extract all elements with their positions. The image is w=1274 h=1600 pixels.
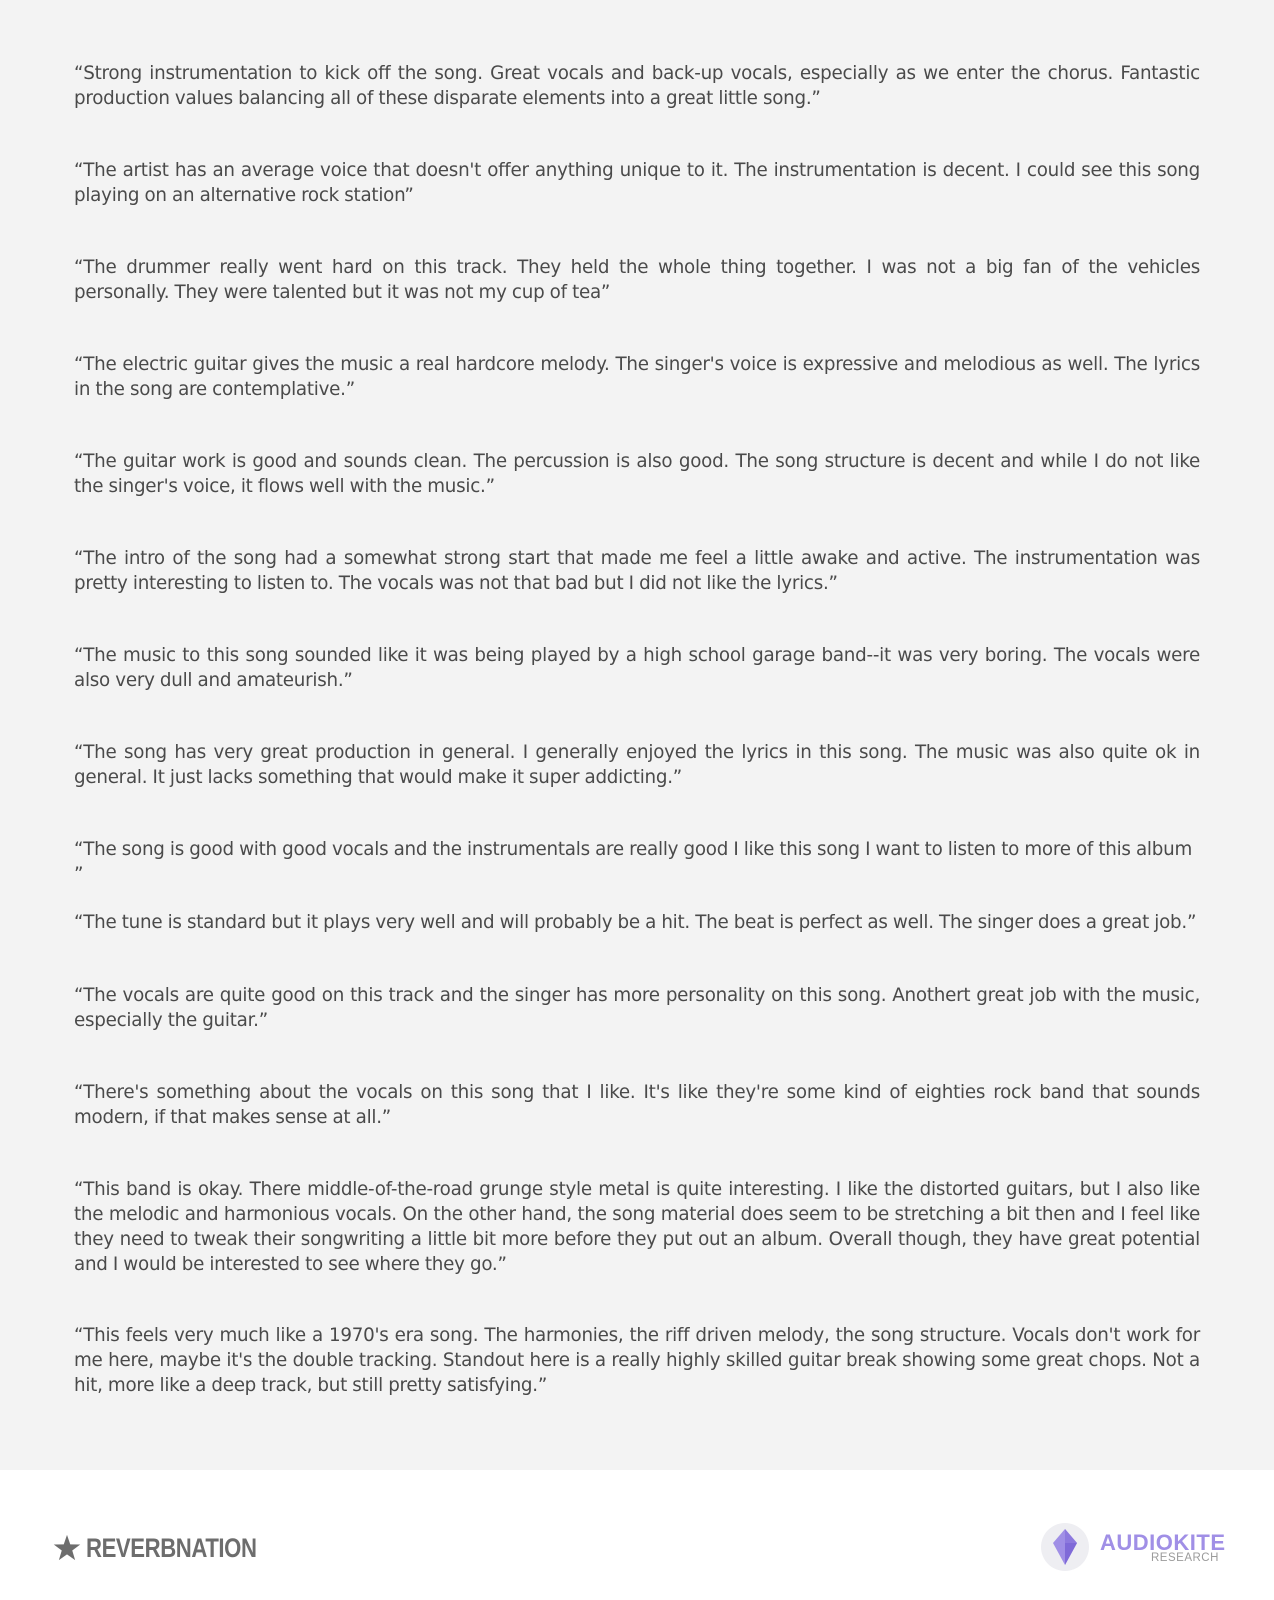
review-quote: “The drummer really went hard on this track. They held the whole thing together. I was not a big fan of the vehicles personally. They were talented but it was not my cup of tea” [74, 257, 1200, 303]
reverbnation-logo [52, 1530, 294, 1566]
review-quote: “The intro of the song had a somewhat strong start that made me feel a little awake and active. The instrumentation was pretty interesting to listen to. The vocals was not that bad but I did not like the lyrics.” [74, 548, 1200, 594]
review-quote: “The guitar work is good and sounds clean. The percussion is also good. The song structure is decent and while I do not like the singer's voice, it flows well with the music.” [74, 451, 1200, 497]
audiokite-logo-name: AUDIOKITE [1100, 1530, 1226, 1555]
audiokite-gem-icon [1040, 1522, 1090, 1572]
review-quote: “The song has very great production in general. I generally enjoyed the lyrics in this song. The music was also quite ok in general. It just lacks something that would make it super addicting.” [74, 742, 1200, 788]
review-quote: “This band is okay. There middle-of-the-road grunge style metal is quite interesting. I like the distorted guitars, but I also like the melodic and harmonious vocals. On the other hand, the song material does seem to be stretching a bit then and I feel like they need to tweak their songwriting a little bit more before they put out an album. Overall though, they have great potential and I would be interested to see where they go.” [74, 1179, 1200, 1275]
review-quote: “The tune is standard but it plays very well and will probably be a hit. The beat is perfect as well. The singer does a great job.” [74, 912, 1197, 933]
star-icon [52, 1533, 82, 1563]
review-quote: “The artist has an average voice that doesn't offer anything unique to it. The instrumentation is decent. I could see this song playing on an alternative rock station” [74, 160, 1200, 206]
review-quote: “Strong instrumentation to kick off the song. Great vocals and back-up vocals, especially as we enter the chorus. Fantastic production values balancing all of these disparate elements into a great little song.” [74, 63, 1200, 109]
audiokite-logo-subtitle: RESEARCH [1151, 1552, 1219, 1564]
review-quote: “There's something about the vocals on this song that I like. It's like they're some kind of eighties rock band that sounds modern, if that makes sense at all.” [74, 1082, 1200, 1128]
reverbnation-logo-text: REVERBNATION [86, 1532, 257, 1563]
review-quote: “The music to this song sounded like it was being played by a high school garage band--it was very boring. The vocals were also very dull and amateurish.” [74, 645, 1200, 691]
review-quote: “The electric guitar gives the music a real hardcore melody. The singer's voice is expressive and melodious as well. The lyrics in the song are contemplative.” [74, 354, 1200, 400]
review-quote: “The song is good with good vocals and the instrumentals are really good I like this song I want to listen to more of this album ” [74, 839, 1193, 885]
review-quote: “This feels very much like a 1970's era song. The harmonies, the riff driven melody, the song structure. Vocals don't work for me here, maybe it's the double tracking. Standout here is a really highly skilled guitar break showing some great chops. Not a hit, more like a deep track, but still pretty satisfying.” [74, 1325, 1200, 1396]
review-quote: “The vocals are quite good on this track and the singer has more personality on this song. Anothert great job with the music, especially the guitar.” [74, 985, 1200, 1031]
